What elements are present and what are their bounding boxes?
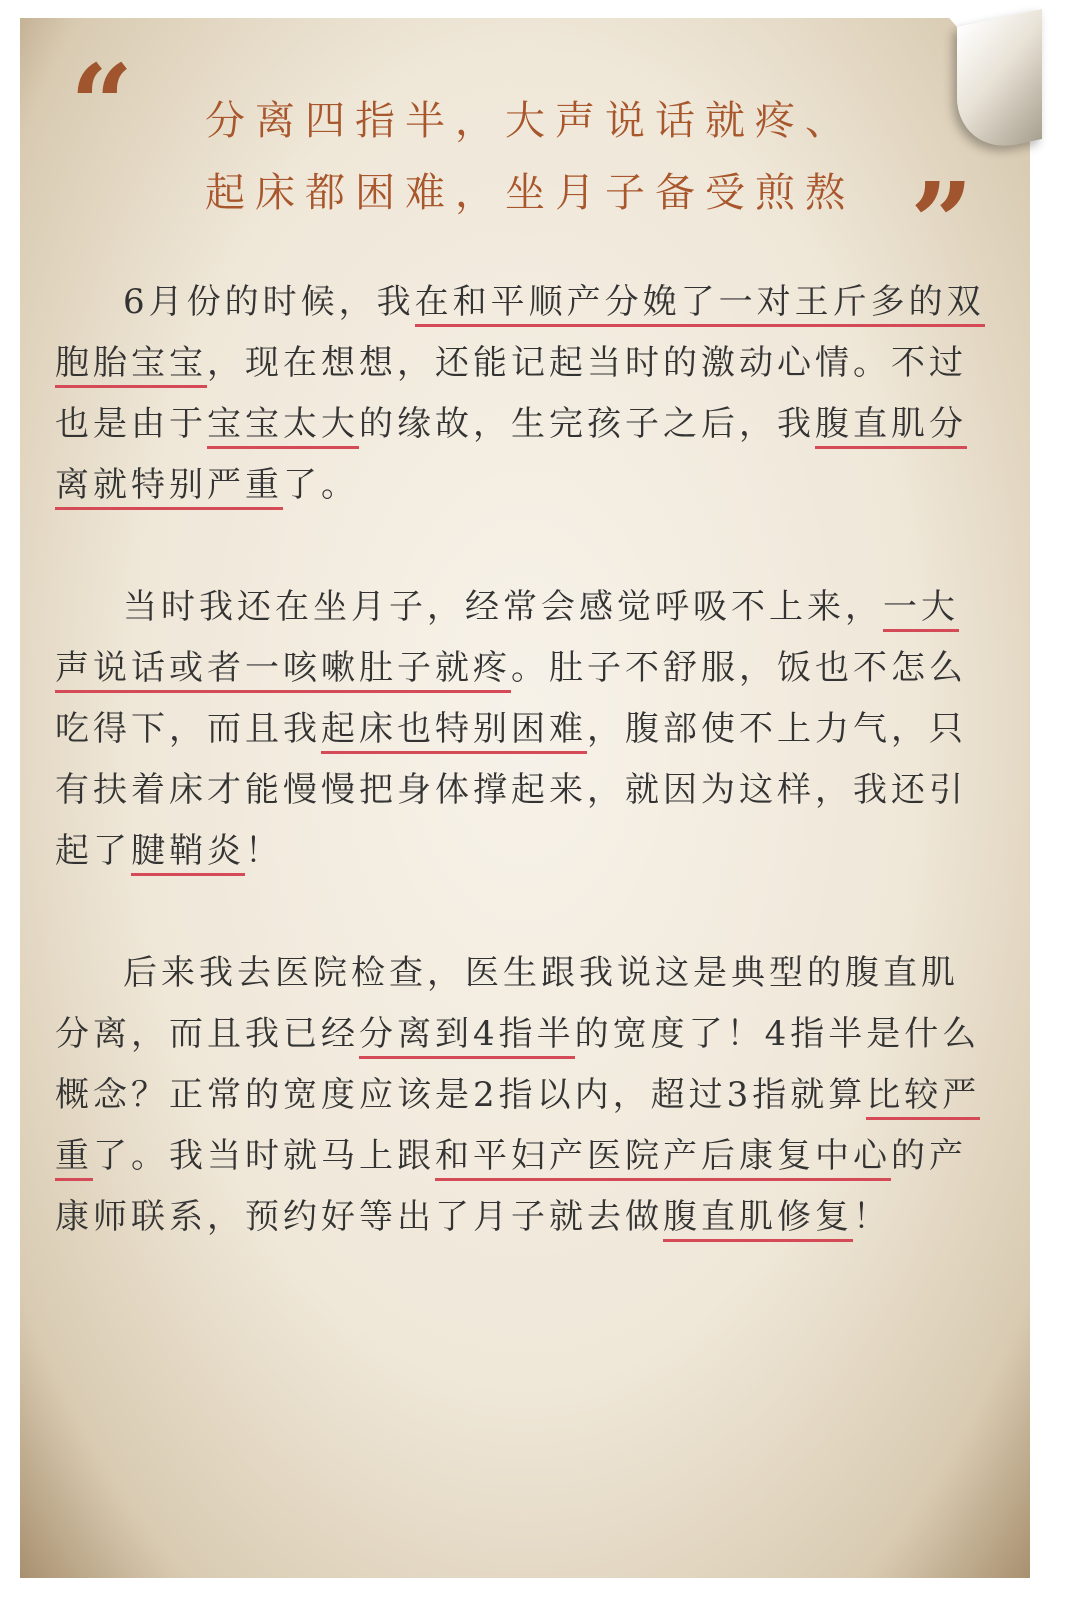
- text-segment: 了。我当时就马上跟: [93, 1136, 435, 1176]
- paragraph: [55, 272, 990, 516]
- text-segment: ！: [245, 831, 283, 871]
- text-segment: ！: [853, 1197, 891, 1237]
- text-segment: 的宽度了！4指半是什么概念？正常的宽度应该是2指以内，超过3指就算: [55, 1014, 981, 1115]
- underlined-text: 腱鞘炎: [131, 831, 245, 876]
- underlined-text: 宝宝太大: [207, 404, 359, 449]
- text-segment: 后来我去医院检查，医生跟我说这是典型的腹直肌分离，而且我已经: [55, 953, 959, 1054]
- text-segment: 了。: [283, 465, 359, 505]
- body-text: [55, 272, 990, 1309]
- close-quote-icon: ”: [910, 158, 974, 287]
- text-segment: 的产康师联系，预约好等出了月子就去做: [55, 1136, 967, 1237]
- underlined-text: 腹直肌修复: [663, 1197, 853, 1242]
- paragraph: [55, 577, 990, 882]
- underlined-text: 腹直肌分离就特别严重: [55, 404, 967, 510]
- text-segment: 。肚子不舒服，饭也不怎么吃得下，而且我: [55, 648, 967, 749]
- underlined-text: 一大声说话或者一咳嗽肚子就疼: [55, 587, 959, 693]
- underlined-text: 分离到4指半: [359, 1014, 575, 1059]
- paragraph: [55, 943, 990, 1248]
- underlined-text: 起床也特别困难: [321, 709, 587, 754]
- title: [150, 85, 910, 229]
- text-segment: 当时我还在坐月子，经常会感觉呼吸不上来，: [123, 587, 883, 627]
- title-line-2: 起床都困难，坐月子备受煎熬: [205, 170, 855, 216]
- open-quote-icon: “: [70, 40, 134, 169]
- title-line-1: 分离四指半，大声说话就疼、: [205, 98, 855, 144]
- text-segment: ，现在想想，还能记起当时的激动心情。不过也是由于: [55, 343, 967, 444]
- text-segment: 6月份的时候，我: [123, 282, 415, 322]
- text-segment: 的缘故，生完孩子之后，我: [359, 404, 815, 444]
- underlined-text: 在和平顺产分娩了一对王斤多的双胞胎宝宝: [55, 282, 985, 388]
- text-segment: ，腹部使不上力气，只有扶着床才能慢慢把身体撑起来，就因为这样，我还引起了: [55, 709, 967, 871]
- underlined-text: 比较严重: [55, 1075, 980, 1181]
- underlined-text: 和平妇产医院产后康复中心: [435, 1136, 891, 1181]
